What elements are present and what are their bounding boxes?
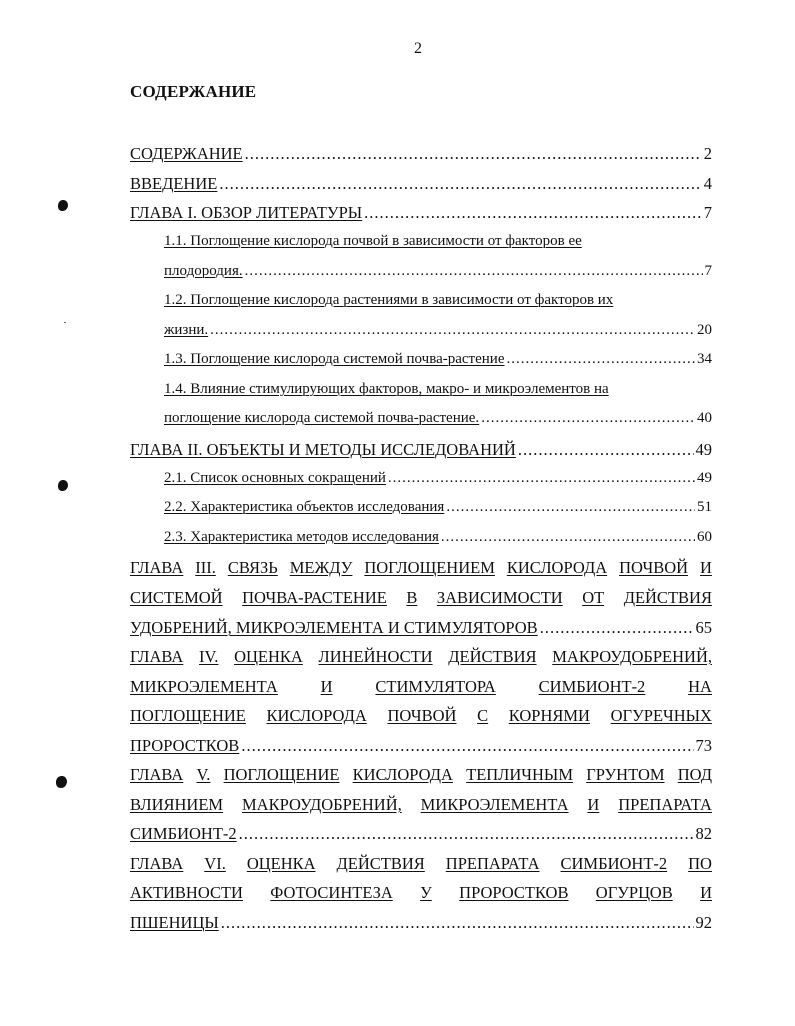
toc-entry-word: ДЕЙСТВИЯ bbox=[623, 588, 712, 607]
toc-page-number: 92 bbox=[695, 913, 712, 932]
dot-leader bbox=[221, 913, 694, 933]
toc-entry-word: ГЛАВА bbox=[130, 647, 184, 666]
toc-entry-word: ЛИНЕЙНОСТИ bbox=[318, 647, 433, 666]
toc-line bbox=[164, 381, 712, 398]
toc-line bbox=[130, 913, 712, 933]
toc-entry-word: ПОЧВОЙ bbox=[387, 706, 457, 725]
dot-leader bbox=[441, 529, 695, 546]
toc-page-number: 4 bbox=[703, 174, 712, 193]
toc-line bbox=[130, 203, 712, 223]
toc-entry-word: ПОГЛОЩЕНИЕМ bbox=[364, 558, 495, 577]
toc-entry-word: V. bbox=[196, 765, 211, 784]
toc-page-number: 7 bbox=[704, 263, 712, 279]
toc-entry-text: 2.2. Характеристика объектов исследования bbox=[164, 499, 445, 515]
toc-entry-word: ГРУНТОМ bbox=[586, 765, 665, 784]
toc-entry-text: СОДЕРЖАНИЕ bbox=[130, 144, 243, 163]
toc-line bbox=[164, 351, 712, 368]
dot-leader bbox=[506, 351, 695, 368]
toc-line bbox=[130, 706, 712, 726]
toc-entry-word: ПРОРОСТКОВ bbox=[459, 883, 569, 902]
toc-entry-word: ПРЕПАРАТА bbox=[618, 795, 712, 814]
toc-entry-word: ОЦЕНКА bbox=[234, 647, 303, 666]
toc-page-number: 49 bbox=[697, 470, 712, 486]
toc-entry-text: ГЛАВА II. ОБЪЕКТЫ И МЕТОДЫ ИССЛЕДОВАНИЙ bbox=[130, 440, 516, 459]
toc-entry-text: 1.4. Влияние стимулирующих факторов, макро- и микроэлементов на bbox=[164, 381, 609, 397]
dot-leader bbox=[245, 144, 702, 164]
toc-entry-word: МЕЖДУ bbox=[289, 558, 353, 577]
toc-line bbox=[164, 410, 712, 427]
toc-entry-word: ДЕЙСТВИЯ bbox=[336, 854, 425, 873]
toc-entry-text: 1.1. Поглощение кислорода почвой в зависимости от факторов ее bbox=[164, 233, 582, 249]
toc-line bbox=[130, 144, 712, 164]
toc-line bbox=[130, 795, 712, 815]
toc-line bbox=[164, 233, 712, 250]
toc-entry-word: ПОГЛОЩЕНИЕ bbox=[130, 706, 246, 725]
toc-entry-word: И bbox=[700, 883, 712, 902]
toc-entry-word: КОРНЯМИ bbox=[508, 706, 590, 725]
toc-page-number: 40 bbox=[697, 410, 712, 426]
toc-entry-text: 2.3. Характеристика методов исследования bbox=[164, 529, 439, 545]
toc-line bbox=[164, 470, 712, 487]
toc-entry-word: ФОТОСИНТЕЗА bbox=[270, 883, 393, 902]
toc-entry-word: И bbox=[700, 558, 712, 577]
toc-entry-word: VI. bbox=[204, 854, 226, 873]
toc-entry-word: СИМБИОНТ-2 bbox=[560, 854, 668, 873]
dot-leader bbox=[210, 322, 695, 339]
toc-page-number: 51 bbox=[697, 499, 712, 515]
toc-line bbox=[164, 529, 712, 546]
scan-speck bbox=[64, 322, 66, 323]
toc-page-number: 65 bbox=[695, 618, 712, 637]
toc-entry-word: ПРЕПАРАТА bbox=[445, 854, 540, 873]
toc-line bbox=[130, 440, 712, 460]
toc-entry-word: ОГУРЦОВ bbox=[595, 883, 673, 902]
toc-entry-word: И bbox=[320, 677, 333, 696]
toc-line bbox=[164, 499, 712, 516]
toc-line bbox=[130, 558, 712, 578]
toc-entry-word: ОТ bbox=[582, 588, 605, 607]
toc-line bbox=[130, 736, 712, 756]
toc-entry-word: ОЦЕНКА bbox=[246, 854, 316, 873]
dot-leader bbox=[518, 440, 694, 460]
toc-entry-word: МИКРОЭЛЕМЕНТА bbox=[420, 795, 569, 814]
toc-entry-word: ПОЧВА-РАСТЕНИЕ bbox=[242, 588, 387, 607]
toc-line bbox=[130, 765, 712, 785]
dot-leader bbox=[241, 736, 693, 756]
toc-entry-word: IV. bbox=[198, 647, 219, 666]
toc-entry-text: ГЛАВА I. ОБЗОР ЛИТЕРАТУРЫ bbox=[130, 203, 363, 222]
toc-entry-text: ВВЕДЕНИЕ bbox=[130, 174, 218, 193]
toc-entry-word: ГЛАВА bbox=[130, 854, 184, 873]
toc-entry-word: СИМБИОНТ-2 bbox=[538, 677, 646, 696]
toc-entry-text: СИМБИОНТ-2 bbox=[130, 824, 237, 843]
toc-entry-word: ОГУРЕЧНЫХ bbox=[610, 706, 712, 725]
toc-entry-text: 2.1. Список основных сокращений bbox=[164, 470, 386, 486]
toc-entry-text: ПШЕНИЦЫ bbox=[130, 913, 219, 932]
toc-line bbox=[130, 824, 712, 844]
toc-page-number: 2 bbox=[703, 144, 712, 163]
toc-line bbox=[130, 647, 712, 667]
toc-entry-word: ГЛАВА bbox=[130, 558, 184, 577]
toc-entry-word: ПОЧВОЙ bbox=[619, 558, 689, 577]
toc-line bbox=[164, 322, 712, 339]
toc-entry-text: ПРОРОСТКОВ bbox=[130, 736, 240, 755]
dot-leader bbox=[239, 824, 694, 844]
toc-entry-word: КИСЛОРОДА bbox=[266, 706, 367, 725]
toc-entry-word: С bbox=[477, 706, 489, 725]
toc-entry-word: МАКРОУДОБРЕНИЙ, bbox=[552, 647, 712, 666]
toc-entry-word: МАКРОУДОБРЕНИЙ, bbox=[241, 795, 402, 814]
toc-entry-word: ВЛИЯНИЕМ bbox=[130, 795, 224, 814]
toc-entry-word: АКТИВНОСТИ bbox=[130, 883, 243, 902]
toc-entry-word: ТЕПЛИЧНЫМ bbox=[466, 765, 573, 784]
toc-line bbox=[164, 263, 712, 280]
dot-leader bbox=[219, 174, 701, 194]
toc-page-number: 60 bbox=[697, 529, 712, 545]
toc-entry-word: МИКРОЭЛЕМЕНТА bbox=[130, 677, 278, 696]
dot-leader bbox=[245, 263, 703, 280]
toc-entry-word: СТИМУЛЯТОРА bbox=[375, 677, 496, 696]
toc-entry-word: ПОД bbox=[677, 765, 712, 784]
toc-entry-word: III. bbox=[195, 558, 216, 577]
toc-entry-text: 1.3. Поглощение кислорода системой почва-растение bbox=[164, 351, 505, 367]
toc-entry-word: КИСЛОРОДА bbox=[506, 558, 608, 577]
toc-line bbox=[130, 618, 712, 638]
toc-line bbox=[130, 174, 712, 194]
toc-line bbox=[130, 854, 712, 874]
toc-entry-text: поглощение кислорода системой почва-растение. bbox=[164, 410, 480, 426]
toc-entry-word: СИСТЕМОЙ bbox=[130, 588, 223, 607]
toc-entry-text: УДОБРЕНИЙ, МИКРОЭЛЕМЕНТА И СТИМУЛЯТОРОВ bbox=[130, 618, 538, 637]
page-number: 2 bbox=[414, 40, 422, 57]
toc-entry-word: ПОГЛОЩЕНИЕ bbox=[223, 765, 340, 784]
toc-entry-text: жизни. bbox=[164, 322, 209, 338]
dot-leader bbox=[364, 203, 702, 223]
toc-entry-word: ДЕЙСТВИЯ bbox=[448, 647, 537, 666]
toc-page-number: 82 bbox=[695, 824, 712, 843]
toc-entry-word: У bbox=[420, 883, 432, 902]
toc-entry-word: ГЛАВА bbox=[130, 765, 184, 784]
toc-entry-word: И bbox=[587, 795, 600, 814]
toc-entry-word: ЗАВИСИМОСТИ bbox=[436, 588, 563, 607]
toc-line bbox=[164, 292, 712, 309]
toc-line bbox=[130, 677, 712, 697]
toc-page-number: 34 bbox=[697, 351, 712, 367]
toc-entry-word: ПО bbox=[688, 854, 712, 873]
toc-line bbox=[130, 588, 712, 608]
toc-line bbox=[130, 883, 712, 903]
toc-entry-text: 1.2. Поглощение кислорода растениями в зависимости от факторов их bbox=[164, 292, 614, 308]
toc-page-number: 73 bbox=[695, 736, 712, 755]
toc-page-number: 7 bbox=[703, 203, 712, 222]
toc-page-number: 49 bbox=[695, 440, 712, 459]
dot-leader bbox=[481, 410, 695, 427]
toc-entry-word: СВЯЗЬ bbox=[227, 558, 278, 577]
dot-leader bbox=[388, 470, 695, 487]
toc-entry-word: КИСЛОРОДА bbox=[352, 765, 453, 784]
toc-entry-word: НА bbox=[688, 677, 712, 696]
toc-entry-text: плодородия. bbox=[164, 263, 243, 279]
page-title: СОДЕРЖАНИЕ bbox=[130, 82, 257, 101]
toc-page-number: 20 bbox=[697, 322, 712, 338]
toc-entry-word: В bbox=[406, 588, 418, 607]
dot-leader bbox=[446, 499, 695, 516]
dot-leader bbox=[540, 618, 694, 638]
